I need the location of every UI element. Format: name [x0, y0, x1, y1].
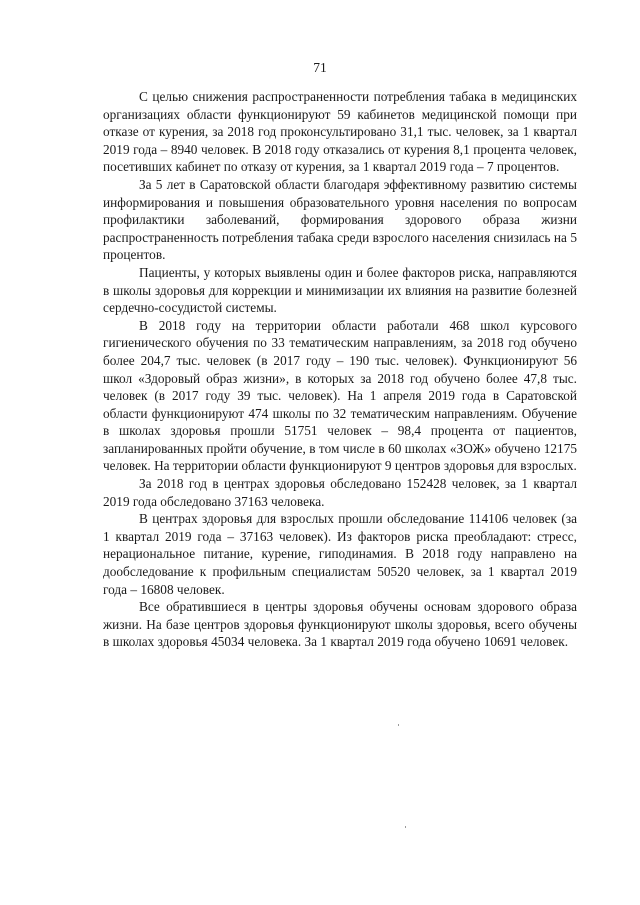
scan-speck	[398, 724, 399, 726]
document-body	[103, 88, 577, 651]
paragraph-health-schools-statistics: В 2018 году на территории области работали 468 школ курсового гигиенического обучения по 33 тематическим направлениям, за 2018 год обучено более 204,7 тыс. человек (в 2017 году – 190 тыс. человек). Функционируют 56 школ «Здоровый образ жизни», в которых за 2018 год обучено более 47,8 тыс. человек (в 2017 году 39 тыс. человек). На 1 апреля 2019 года в Саратовской области функционируют 474 школы по 32 тематическим направлениям. Обучение в школах здоровья прошли 51751 человек – 98,4 процента от пациентов, запланированных пройти обучение, в том числе в 60 школах «ЗОЖ» обучено 12175 человек. На территории области функционируют 9 центров здоровья для взрослых.	[103, 317, 577, 474]
paragraph-adult-health-centers-risk-factors: В центрах здоровья для взрослых прошли обследование 114106 человек (за 1 квартал 2019 года – 37163 человек). Из факторов риска преобладают: стресс, нерациональное питание, курение, гиподинамия. В 2018 году направлено на дообследование к профильным специалистам 50520 человек, за 1 квартал 2019 года – 16808 человек.	[103, 511, 577, 597]
paragraph-health-centers-training: Все обратившиеся в центры здоровья обучены основам здорового образа жизни. На базе центров здоровья функционируют школы здоровья, всего обучены в школах здоровья 45034 человека. За 1 квартал 2019 года обучено 10691 человек.	[103, 599, 577, 650]
paragraph-risk-factor-patients: Пациенты, у которых выявлены один и более факторов риска, направляются в школы здоровья для коррекции и минимизации их влияния на развитие болезней сердечно-сосудистой системы.	[103, 264, 577, 316]
paragraph-health-centers-examined: За 2018 год в центрах здоровья обследовано 152428 человек, за 1 квартал 2019 года обследовано 37163 человека.	[103, 476, 577, 509]
page-number: 71	[313, 60, 327, 75]
paragraph-tobacco-prevalence-decline: За 5 лет в Саратовской области благодаря эффективному развитию системы информирования и повышения образовательного уровня населения по вопросам профилактики заболеваний, формирования здорового образа жизни распространенность потребления табака среди взрослого населения снизилась на 5 процентов.	[103, 176, 577, 263]
scan-speck	[405, 826, 406, 828]
paragraph-tobacco-cessation-offices: С целью снижения распространенности потребления табака в медицинских организациях области функционируют 59 кабинетов медицинской помощи при отказе от курения, за 2018 год проконсультировано 31,1 тыс. человек, за 1 квартал 2019 года – 8940 человек. В 2018 году отказались от курения 8,1 процента человек, посетивших кабинет по отказу от курения, за 1 квартал 2019 года – 7 процентов.	[103, 89, 577, 175]
